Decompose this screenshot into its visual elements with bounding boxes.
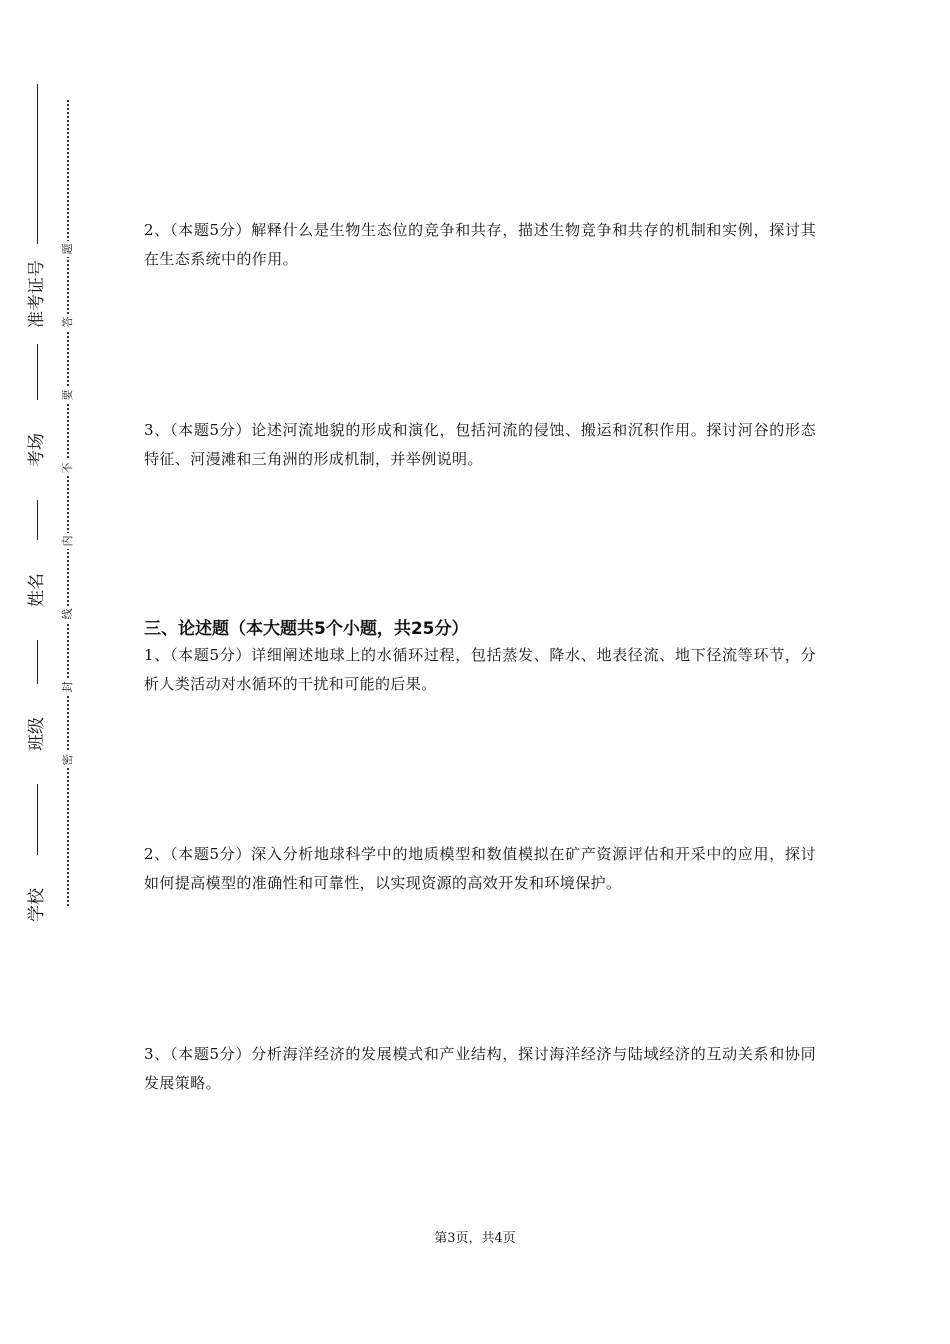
question-2-2: 2、（本题5分）解释什么是生物生态位的竞争和共存，描述生物竞争和共存的机制和实例，探讨其在生态系统中的作用。 [144,221,816,268]
field-label-exam-number: 准考证号 [25,244,49,344]
seal-char-8: 密 [60,752,76,768]
margin-line-solid [37,84,38,928]
question-2-3: 3、（本题5分）论述河流地貌的形成和演化，包括河流的侵蚀、搬运和沉积作用。探讨河谷的形态特征、河漫滩和三角洲的形成机制，并举例说明。 [144,421,816,468]
seal-char-4: 不 [60,460,76,476]
seal-char-5: 内 [60,533,76,549]
field-label-school: 学校 [25,855,49,955]
field-label-exam-room: 考场 [25,400,49,500]
question-3-2: 2、（本题5分）深入分析地球科学中的地质模型和数值模拟在矿产资源评估和开采中的应用，探讨如何提高模型的准确性和可靠性，以实现资源的高效开发和环境保护。 [144,845,816,892]
seal-char-7: 封 [60,679,76,695]
page-number: 第3页，共4页 [434,1231,516,1246]
question-3-3: 3、（本题5分）分析海洋经济的发展模式和产业结构，探讨海洋经济与陆域经济的互动关系和协同发展策略。 [144,1045,816,1092]
section-title-essay: 三、论述题（本大题共5个小题，共25分） [144,619,469,639]
seal-char-1: 题 [60,241,76,257]
field-label-class: 班级 [25,684,49,784]
field-label-name: 姓名 [25,540,49,640]
seal-char-2: 答 [60,314,76,330]
seal-char-3: 要 [60,387,76,403]
seal-char-6: 线 [60,606,76,622]
margin-line-dotted [67,100,69,906]
question-3-1: 1、（本题5分）详细阐述地球上的水循环过程，包括蒸发、降水、地表径流、地下径流等环节，分析人类活动对水循环的干扰和可能的后果。 [144,646,816,693]
